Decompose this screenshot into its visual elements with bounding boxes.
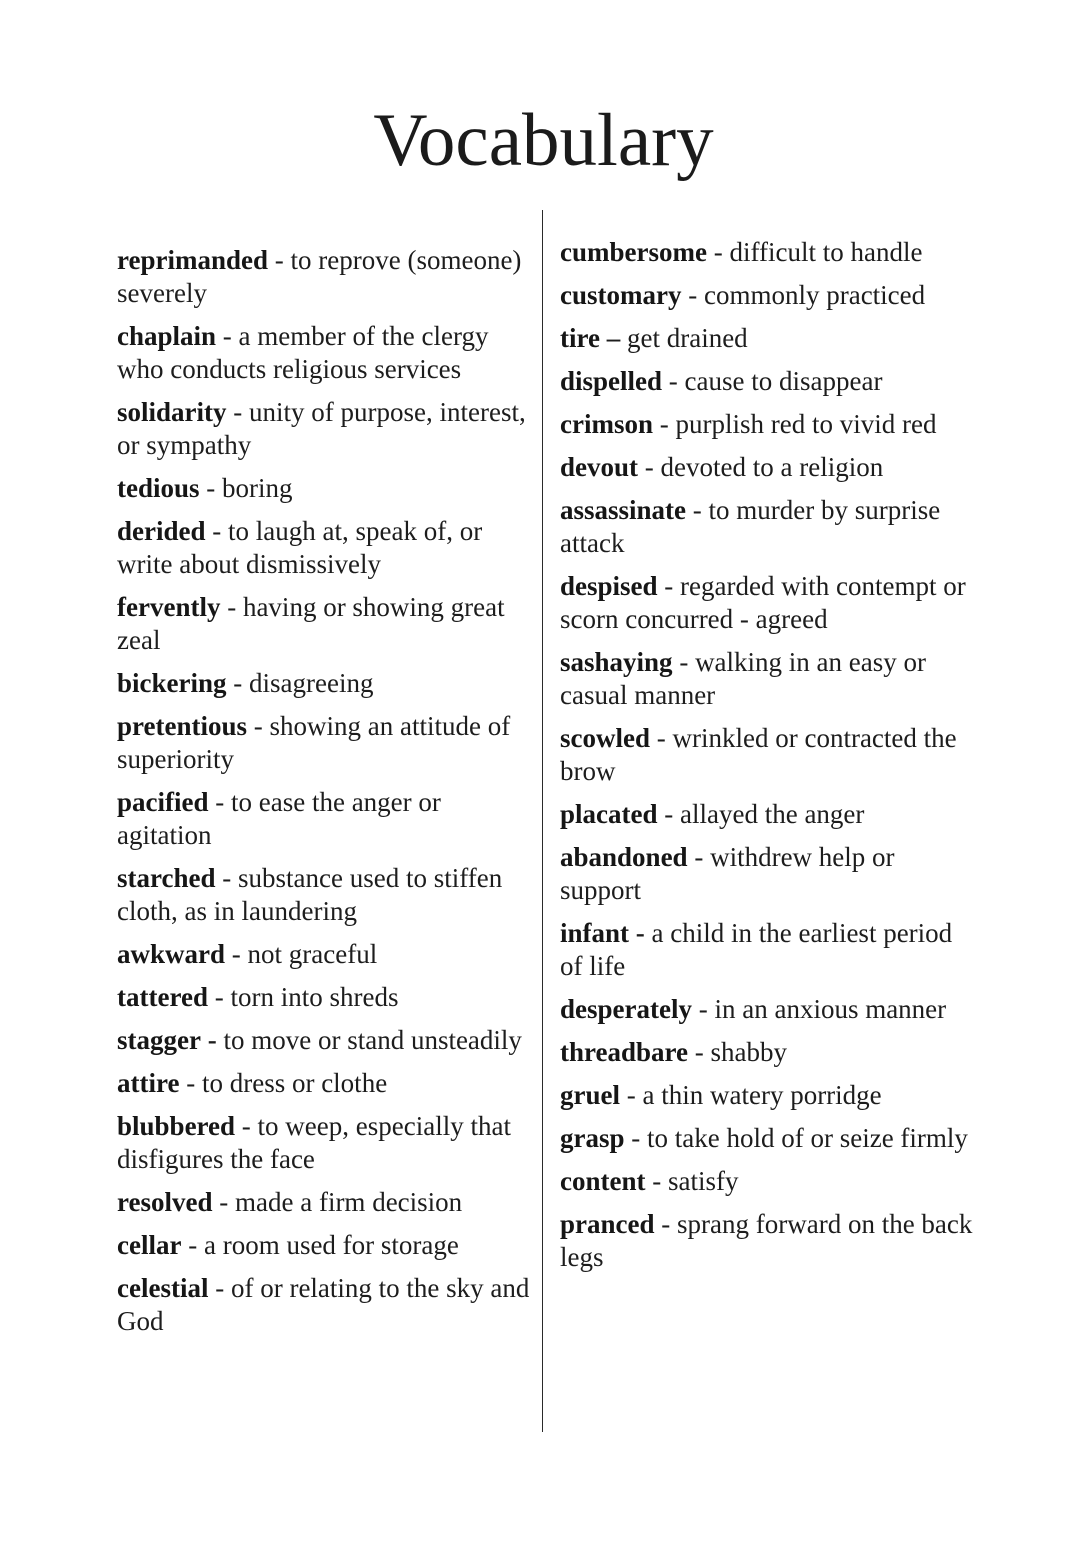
- vocab-entry: [117, 1272, 532, 1338]
- vocab-definition: purplish red to vivid red: [675, 409, 937, 439]
- vocab-entry: [117, 472, 532, 505]
- vocab-definition: to take hold of or seize firmly: [647, 1123, 968, 1153]
- column-divider-line: [542, 210, 543, 1432]
- vocab-definition: disagreeing: [249, 668, 374, 698]
- vocab-definition: devoted to a religion: [660, 452, 884, 482]
- vocab-entry: [560, 451, 980, 484]
- vocab-entry: [560, 494, 980, 560]
- vocab-definition: allayed the anger: [680, 799, 865, 829]
- vocab-term: tattered: [117, 982, 208, 1012]
- vocab-definition: showing an attitude of superiority: [117, 711, 511, 774]
- vocab-entry: [560, 1122, 980, 1155]
- dash-separator: -: [231, 939, 241, 969]
- vocab-entry: [117, 396, 532, 462]
- vocab-entry: [560, 1165, 980, 1198]
- vocab-term: celestial: [117, 1273, 209, 1303]
- vocab-definition: made a firm decision: [235, 1187, 463, 1217]
- vocab-entry: [117, 862, 532, 928]
- vocab-entry: [560, 279, 980, 312]
- vocab-term: bickering: [117, 668, 227, 698]
- vocab-entry: [560, 798, 980, 831]
- vocab-entry: [117, 591, 532, 657]
- dash-separator: -: [668, 366, 678, 396]
- vocab-term: scowled: [560, 723, 650, 753]
- vocab-definition: a member of the clergy who conducts religious services: [117, 321, 489, 384]
- vocab-term: pretentious: [117, 711, 248, 741]
- vocab-entry: [117, 786, 532, 852]
- vocab-entry: [560, 646, 980, 712]
- vocab-entry: [560, 570, 980, 636]
- vocab-definition: shabby: [710, 1037, 787, 1067]
- dash-separator: –: [606, 323, 621, 353]
- dash-separator: -: [679, 647, 689, 677]
- vocab-term: grasp: [560, 1123, 625, 1153]
- vocab-entry: [117, 1110, 532, 1176]
- vocab-definition: cause to disappear: [684, 366, 883, 396]
- dash-separator: -: [661, 1209, 671, 1239]
- vocab-term: dispelled: [560, 366, 663, 396]
- vocab-entry: [560, 993, 980, 1026]
- vocab-term: stagger: [117, 1025, 201, 1055]
- vocab-definition: unity of purpose, interest, or sympathy: [117, 397, 526, 460]
- vocab-definition: get drained: [626, 323, 748, 353]
- vocab-definition: to laugh at, speak of, or write about dismissively: [117, 516, 483, 579]
- dash-separator: -: [253, 711, 263, 741]
- dash-separator: -: [233, 668, 243, 698]
- dash-separator: -: [644, 452, 654, 482]
- page-title: Vocabulary: [373, 99, 714, 182]
- dash-separator: -: [694, 1037, 704, 1067]
- vocab-entry: [560, 408, 980, 441]
- vocab-entry: [117, 667, 532, 700]
- vocab-definition: to dress or clothe: [201, 1068, 388, 1098]
- vocab-entry: [117, 1229, 532, 1262]
- vocab-entry: [117, 1067, 532, 1100]
- vocab-definition: a thin watery porridge: [642, 1080, 882, 1110]
- dash-separator: -: [692, 495, 702, 525]
- vocab-definition: satisfy: [667, 1166, 739, 1196]
- vocab-definition: to reprove (someone) severely: [117, 245, 522, 308]
- vocab-entry: [117, 1024, 532, 1057]
- vocab-definition: to murder by surprise attack: [560, 495, 941, 558]
- vocab-definition: a child in the earliest period of life: [560, 918, 953, 981]
- dash-separator: -: [688, 280, 698, 310]
- dash-separator: -: [659, 409, 669, 439]
- vocab-entry: [560, 841, 980, 907]
- dash-separator: -: [207, 1025, 217, 1055]
- vocab-definition: of or relating to the sky and God: [117, 1273, 530, 1336]
- vocab-term: abandoned: [560, 842, 688, 872]
- vocab-definition: to weep, especially that disfigures the face: [117, 1111, 511, 1174]
- vocab-entry: [560, 917, 980, 983]
- dash-separator: -: [652, 1166, 662, 1196]
- vocab-term: devout: [560, 452, 639, 482]
- dash-separator: -: [274, 245, 284, 275]
- dash-separator: -: [698, 994, 708, 1024]
- vocab-entry: [117, 1186, 532, 1219]
- dash-separator: -: [635, 918, 645, 948]
- dash-separator: -: [241, 1111, 251, 1141]
- dash-separator: -: [664, 799, 674, 829]
- dash-separator: -: [212, 516, 222, 546]
- dash-separator: -: [188, 1230, 198, 1260]
- vocab-definition: commonly practiced: [703, 280, 926, 310]
- vocab-entry: [560, 365, 980, 398]
- vocab-term: content: [560, 1166, 646, 1196]
- vocab-term: starched: [117, 863, 216, 893]
- vocab-definition: having or showing great zeal: [117, 592, 505, 655]
- vocab-term: attire: [117, 1068, 180, 1098]
- dash-separator: -: [214, 982, 224, 1012]
- vocab-entry: [117, 515, 532, 581]
- vocab-entry: [117, 710, 532, 776]
- dash-separator: -: [222, 321, 232, 351]
- vocab-definition: to move or stand unsteadily: [223, 1025, 522, 1055]
- vocab-definition: in an anxious manner: [714, 994, 947, 1024]
- vocab-entry: [560, 722, 980, 788]
- vocab-term: pranced: [560, 1209, 655, 1239]
- vocab-term: cellar: [117, 1230, 182, 1260]
- vocab-entry: [560, 1208, 980, 1274]
- vocab-entry: [117, 981, 532, 1014]
- dash-separator: -: [664, 571, 674, 601]
- vocab-entry: [560, 1079, 980, 1112]
- vocab-definition: boring: [222, 473, 293, 503]
- vocab-term: resolved: [117, 1187, 213, 1217]
- vocab-term: derided: [117, 516, 206, 546]
- vocab-term: desperately: [560, 994, 692, 1024]
- dash-separator: -: [656, 723, 666, 753]
- dash-separator: -: [694, 842, 704, 872]
- vocab-definition: a room used for storage: [203, 1230, 459, 1260]
- dash-separator: -: [186, 1068, 196, 1098]
- vocab-entry: [560, 236, 980, 269]
- vocab-term: pacified: [117, 787, 209, 817]
- vocab-term: threadbare: [560, 1037, 688, 1067]
- vocab-entry: [117, 244, 532, 310]
- vocab-term: assassinate: [560, 495, 687, 525]
- vocab-term: tedious: [117, 473, 200, 503]
- column-left: [117, 244, 532, 1348]
- vocab-term: crimson: [560, 409, 653, 439]
- vocab-definition: substance used to stiffen cloth, as in laundering: [117, 863, 503, 926]
- vocab-term: fervently: [117, 592, 221, 622]
- dash-separator: -: [222, 863, 232, 893]
- dash-separator: -: [713, 237, 723, 267]
- vocab-definition: sprang forward on the back legs: [560, 1209, 973, 1272]
- dash-separator: -: [233, 397, 243, 427]
- dash-separator: -: [215, 787, 225, 817]
- vocab-term: infant: [560, 918, 630, 948]
- vocab-term: reprimanded: [117, 245, 269, 275]
- vocab-definition: withdrew help or support: [560, 842, 895, 905]
- vocab-term: solidarity: [117, 397, 227, 427]
- dash-separator: -: [206, 473, 216, 503]
- vocab-term: chaplain: [117, 321, 217, 351]
- dash-separator: -: [227, 592, 237, 622]
- vocab-term: customary: [560, 280, 682, 310]
- vocab-term: awkward: [117, 939, 226, 969]
- vocab-term: cumbersome: [560, 237, 707, 267]
- vocab-definition: walking in an easy or casual manner: [560, 647, 926, 710]
- vocab-definition: difficult to handle: [729, 237, 923, 267]
- vocab-term: gruel: [560, 1080, 620, 1110]
- vocab-entry: [560, 1036, 980, 1069]
- column-right: [560, 236, 980, 1284]
- dash-separator: -: [215, 1273, 225, 1303]
- vocab-term: despised: [560, 571, 658, 601]
- vocab-entry: [117, 320, 532, 386]
- vocab-entry: [117, 938, 532, 971]
- vocab-term: sashaying: [560, 647, 673, 677]
- vocab-definition: to ease the anger or agitation: [117, 787, 441, 850]
- vocab-definition: wrinkled or contracted the brow: [560, 723, 957, 786]
- vocab-definition: not graceful: [247, 939, 378, 969]
- vocab-definition: regarded with contempt or scorn concurred - agreed: [560, 571, 966, 634]
- dash-separator: -: [631, 1123, 641, 1153]
- vocab-term: blubbered: [117, 1111, 236, 1141]
- dash-separator: -: [626, 1080, 636, 1110]
- vocab-term: tire: [560, 323, 600, 353]
- dash-separator: -: [219, 1187, 229, 1217]
- vocab-definition: torn into shreds: [230, 982, 399, 1012]
- vocab-term: placated: [560, 799, 658, 829]
- vocab-entry: [560, 322, 980, 355]
